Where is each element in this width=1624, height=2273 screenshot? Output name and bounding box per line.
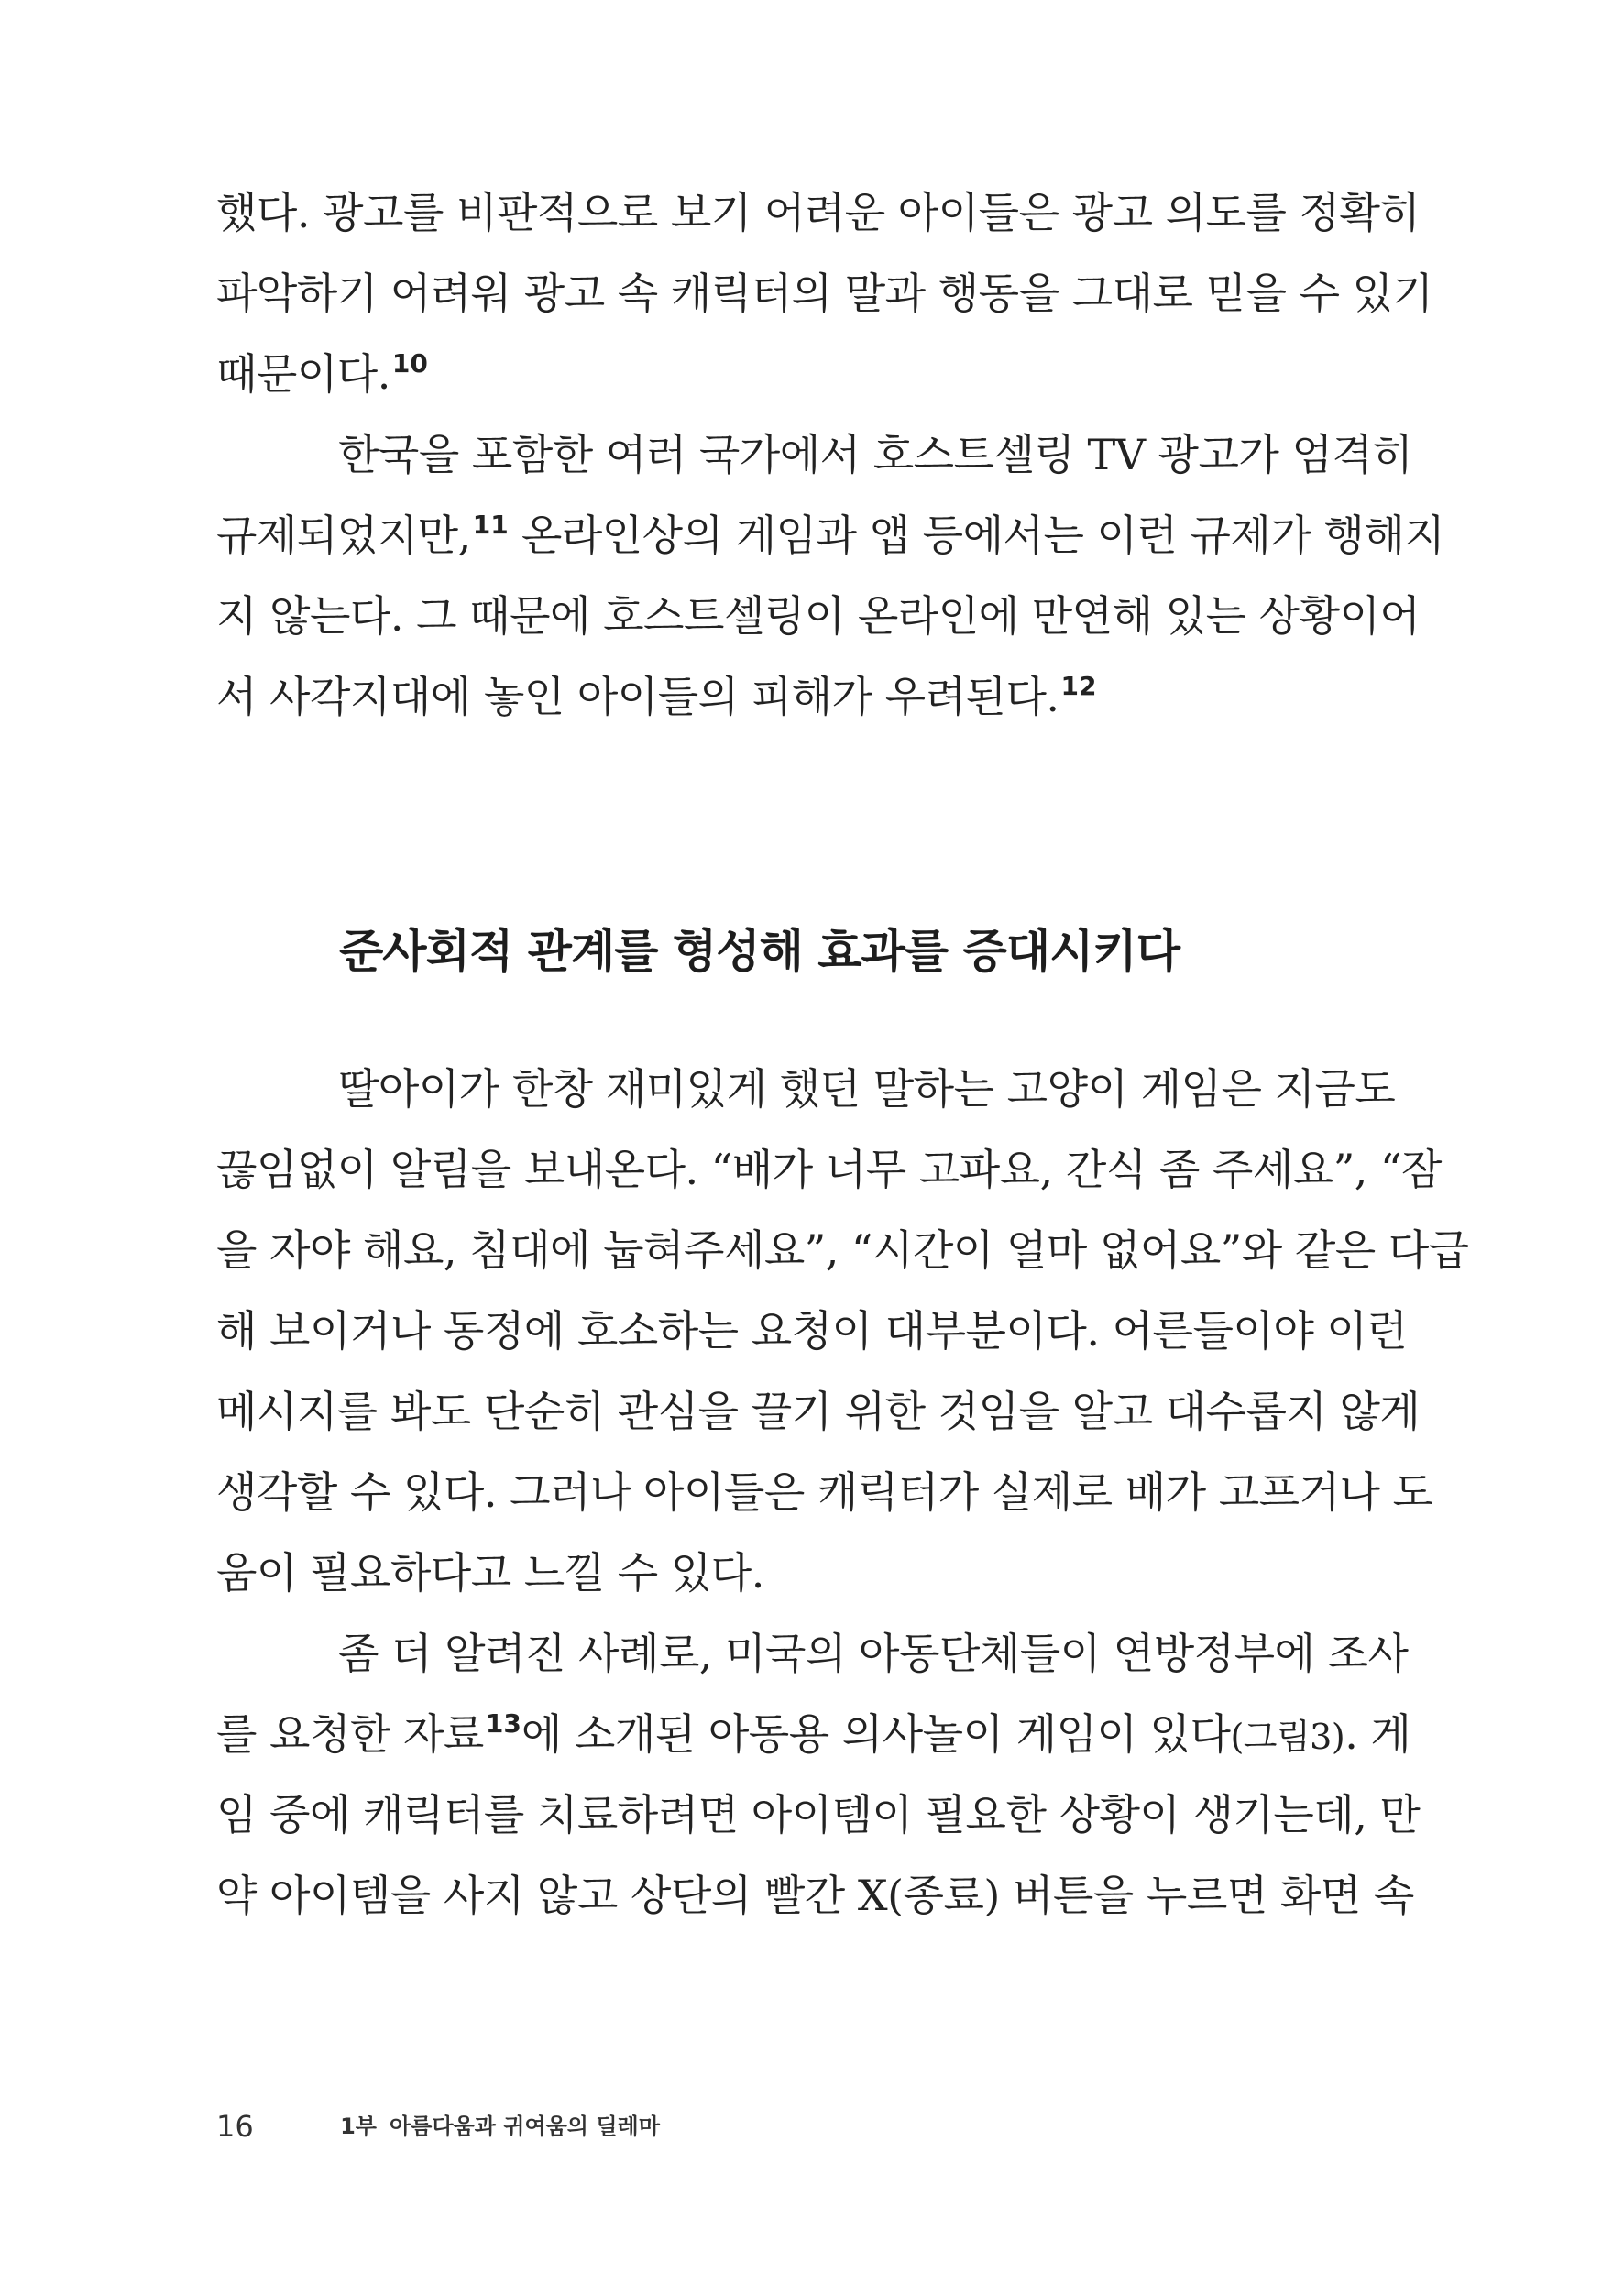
chapter-title: 아름다움과 귀여움의 딜레마 [389,2114,660,2139]
text-line: 을 자야 해요, 침대에 눕혀주세요”, “시간이 얼마 없어요”와 같은 다급 [216,1225,1469,1275]
paragraph-1 [216,172,1433,414]
section-heading: 준사회적 관계를 형성해 효과를 증대시키다 [339,925,1180,978]
part-label: 1부 [340,2114,377,2139]
footnote-marker: 10 [391,348,428,379]
text-line: 움이 필요하다고 느낄 수 있다. [216,1548,764,1598]
text-line: 지 않는다. 그 때문에 호스트셀링이 온라인에 만연해 있는 상황이어 [216,591,1421,641]
text-line: 메시지를 봐도 단순히 관심을 끌기 위한 것임을 알고 대수롭지 않게 [216,1387,1421,1436]
text-line: 서 사각지대에 놓인 아이들의 피해가 우려된다.$^{12}$ [216,671,1097,721]
text-line: 해 보이거나 동정에 호소하는 요청이 대부분이다. 어른들이야 이런 [216,1306,1408,1356]
text-line: 끊임없이 알림을 보내온다. “배가 너무 고파요, 간식 좀 주세요”, “잠 [216,1145,1442,1194]
text-line: 약 아이템을 사지 않고 상단의 빨간 X(종료) 버튼을 누르면 화면 속 [216,1871,1414,1920]
text-line: 좀 더 알려진 사례로, 미국의 아동단체들이 연방정부에 조사 [338,1629,1409,1678]
text-line: 한국을 포함한 여러 국가에서 호스트셀링 TV 광고가 엄격히 [338,430,1413,479]
figure-reference: (그림3) [1230,1717,1345,1757]
text-line: 딸아이가 한창 재미있게 했던 말하는 고양이 게임은 지금도 [338,1064,1396,1114]
paragraph-3 [216,1049,1469,1613]
text-line: 파악하기 어려워 광고 속 캐릭터의 말과 행동을 그대로 믿을 수 있기 [216,269,1433,318]
text-line: 때문이다.$^{10}$ [216,348,428,399]
text-line: 임 중에 캐릭터를 치료하려면 아이템이 필요한 상황이 생기는데, 만 [216,1790,1421,1839]
footnote-marker: 13 [485,1708,521,1739]
paragraph-2 [216,414,1445,737]
footnote-marker: 11 [472,510,509,540]
paragraph-4 [216,1613,1421,1936]
text-line: 규제되었지만,$^{11}$ 온라인상의 게임과 앱 등에서는 이런 규제가 행해지 [216,510,1445,560]
text-line: 를 요청한 자료$^{13}$에 소개된 아동용 의사놀이 게임이 있다(그림3). 게 [216,1708,1411,1759]
footnote-marker: 12 [1060,671,1097,701]
page-footer [216,2108,660,2145]
text-line: 생각할 수 있다. 그러나 아이들은 캐릭터가 실제로 배가 고프거나 도 [216,1467,1433,1517]
running-header [340,2108,660,2145]
text-line: 했다. 광고를 비판적으로 보기 어려운 아이들은 광고 의도를 정확히 [216,188,1421,237]
page-number: 16 [216,2109,254,2144]
